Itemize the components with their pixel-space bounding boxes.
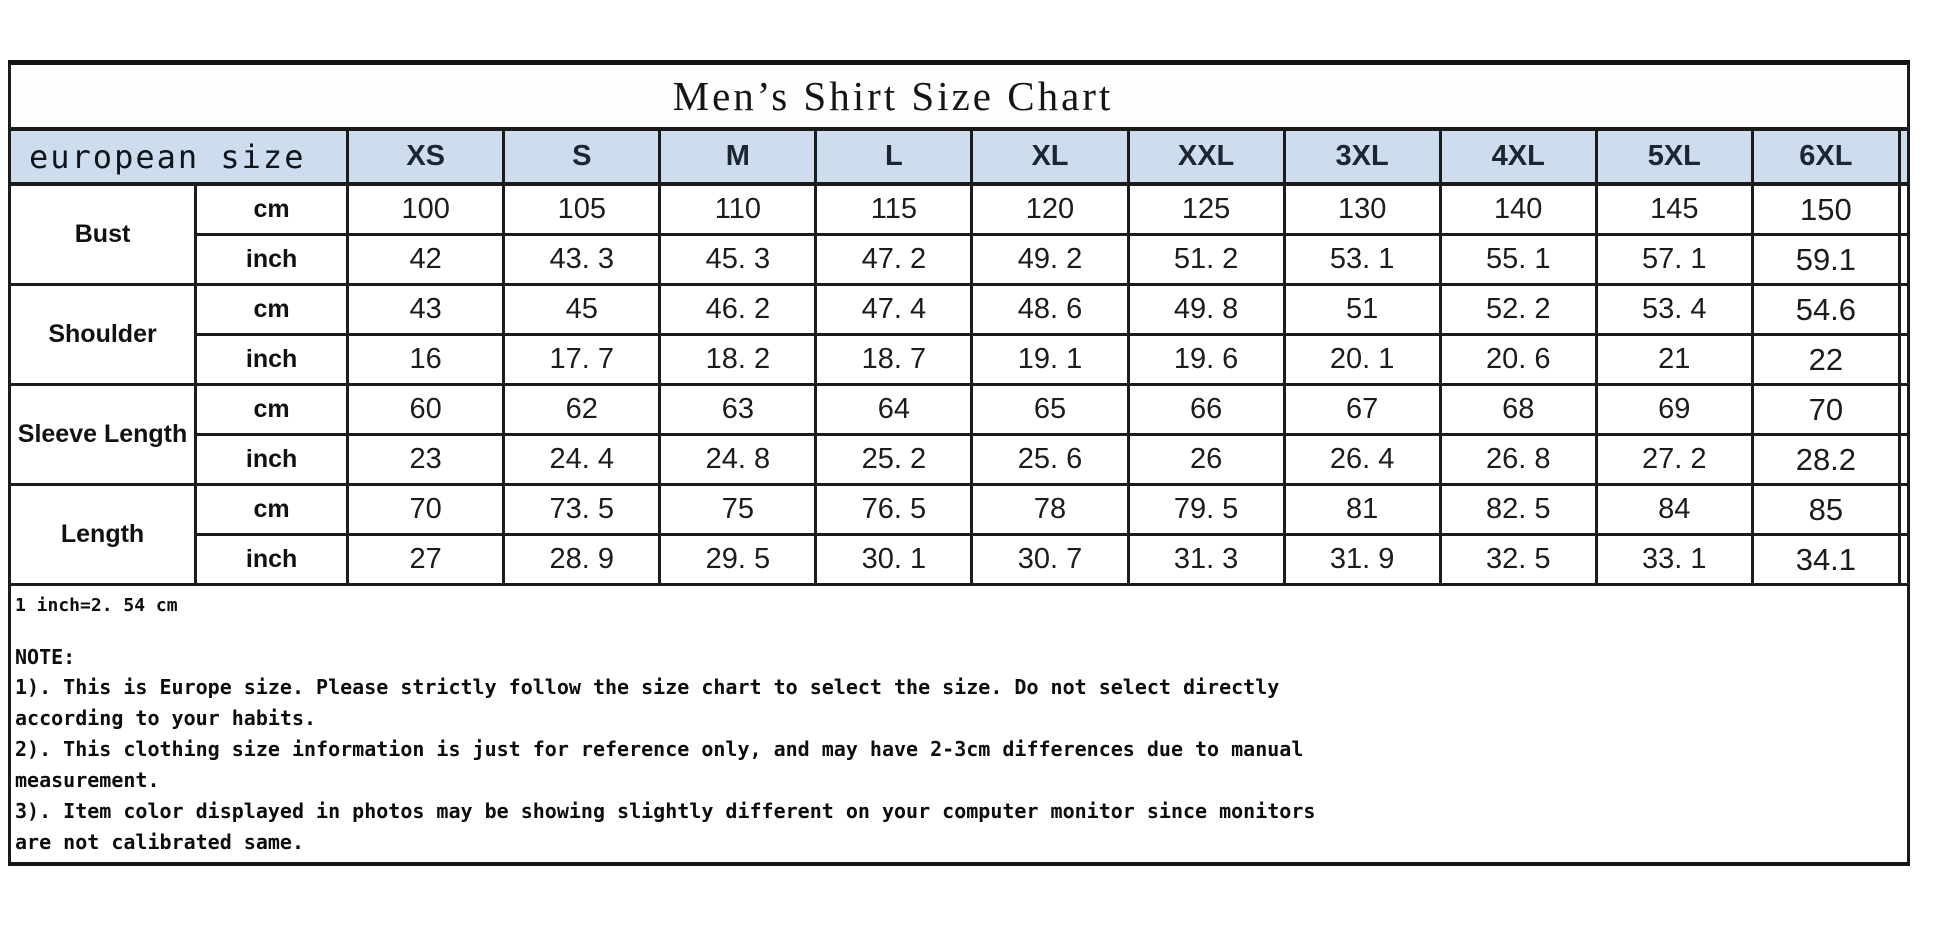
size-value-cell: 19. 6 [1128, 335, 1284, 385]
size-value-cell: 115 [816, 184, 972, 235]
size-value-cell: 48. 6 [972, 285, 1128, 335]
sleeve-cm-row [10, 385, 1909, 435]
size-value-cell: 55. 1 [1440, 235, 1596, 285]
size-value-cell: 22 [1752, 335, 1899, 385]
note-line: according to your habits. [15, 706, 317, 730]
unit-cell-inch: inch [196, 435, 348, 485]
size-value-cell: 18. 2 [660, 335, 816, 385]
size-value-cell: 26 [1128, 435, 1284, 485]
unit-cell-inch: inch [196, 535, 348, 585]
size-value-cell: 43 [348, 285, 504, 335]
title-row [10, 63, 1909, 130]
size-value-cell: 51. 2 [1128, 235, 1284, 285]
unit-cell-cm: cm [196, 184, 348, 235]
row-label-shoulder: Shoulder [10, 285, 196, 385]
note-line: 1). This is Europe size. Please strictly follow the size chart to select the size. Do not select directly [15, 675, 1280, 699]
size-value-cell: 30. 1 [816, 535, 972, 585]
size-column-header-l: L [816, 129, 972, 184]
note-line: are not calibrated same. [15, 830, 304, 854]
size-value-cell: 29. 5 [660, 535, 816, 585]
length-inch-row [10, 535, 1909, 585]
note-line: 3). Item color displayed in photos may be showing slightly different on your computer monitor since monitors [15, 799, 1316, 823]
inch-conversion-note: 1 inch=2. 54 cm [15, 595, 178, 616]
spacer-cell [1899, 385, 1908, 435]
size-value-cell: 65 [972, 385, 1128, 435]
size-value-cell: 79. 5 [1128, 485, 1284, 535]
sleeve-inch-row [10, 435, 1909, 485]
size-column-header-3xl: 3XL [1284, 129, 1440, 184]
size-value-cell: 53. 4 [1596, 285, 1752, 335]
size-value-cell: 49. 2 [972, 235, 1128, 285]
notes-row [10, 585, 1909, 865]
size-value-cell: 145 [1596, 184, 1752, 235]
page-title: Men’s Shirt Size Chart [672, 73, 1114, 119]
shoulder-inch-row [10, 335, 1909, 385]
row-label-length: Length [10, 485, 196, 585]
size-value-cell: 76. 5 [816, 485, 972, 535]
size-value-cell: 31. 3 [1128, 535, 1284, 585]
size-value-cell: 26. 8 [1440, 435, 1596, 485]
size-value-cell: 75 [660, 485, 816, 535]
size-value-cell: 27. 2 [1596, 435, 1752, 485]
size-value-cell: 26. 4 [1284, 435, 1440, 485]
size-value-cell: 85 [1752, 485, 1899, 535]
size-value-cell: 66 [1128, 385, 1284, 435]
size-value-cell: 73. 5 [504, 485, 660, 535]
size-value-cell: 57. 1 [1596, 235, 1752, 285]
size-value-cell: 52. 2 [1440, 285, 1596, 335]
spacer-cell [1899, 184, 1908, 235]
size-value-cell: 84 [1596, 485, 1752, 535]
unit-cell-cm: cm [196, 385, 348, 435]
note-line: 2). This clothing size information is just for reference only, and may have 2-3cm differences due to manual [15, 737, 1304, 761]
size-value-cell: 20. 6 [1440, 335, 1596, 385]
size-value-cell: 16 [348, 335, 504, 385]
size-value-cell: 53. 1 [1284, 235, 1440, 285]
size-value-cell: 24. 8 [660, 435, 816, 485]
note-line: measurement. [15, 768, 160, 792]
spacer-cell [1899, 335, 1908, 385]
note-title: NOTE: [15, 645, 76, 669]
size-value-cell: 20. 1 [1284, 335, 1440, 385]
size-value-cell: 33. 1 [1596, 535, 1752, 585]
size-value-cell: 69 [1596, 385, 1752, 435]
size-value-cell: 18. 7 [816, 335, 972, 385]
size-value-cell: 28.2 [1752, 435, 1899, 485]
size-value-cell: 125 [1128, 184, 1284, 235]
size-value-cell: 21 [1596, 335, 1752, 385]
unit-cell-cm: cm [196, 485, 348, 535]
unit-cell-cm: cm [196, 285, 348, 335]
size-value-cell: 32. 5 [1440, 535, 1596, 585]
size-value-cell: 17. 7 [504, 335, 660, 385]
spacer-cell [1899, 285, 1908, 335]
size-column-header-xxl: XXL [1128, 129, 1284, 184]
size-chart-table [8, 60, 1910, 866]
chart-title-cell [10, 63, 1909, 130]
size-value-cell: 70 [1752, 385, 1899, 435]
size-value-cell: 54.6 [1752, 285, 1899, 335]
size-value-cell: 60 [348, 385, 504, 435]
size-value-cell: 24. 4 [504, 435, 660, 485]
bust-cm-row [10, 184, 1909, 235]
size-value-cell: 46. 2 [660, 285, 816, 335]
size-column-header-xl: XL [972, 129, 1128, 184]
unit-cell-inch: inch [196, 235, 348, 285]
row-label-sleeve-length: Sleeve Length [10, 385, 196, 485]
unit-cell-inch: inch [196, 335, 348, 385]
size-value-cell: 130 [1284, 184, 1440, 235]
size-value-cell: 140 [1440, 184, 1596, 235]
notes-cell [10, 585, 1909, 865]
european-size-header: european size [10, 129, 348, 184]
spacer-cell [1899, 235, 1908, 285]
size-value-cell: 19. 1 [972, 335, 1128, 385]
spacer-cell [1899, 485, 1908, 535]
size-value-cell: 67 [1284, 385, 1440, 435]
size-value-cell: 45 [504, 285, 660, 335]
shoulder-cm-row [10, 285, 1909, 335]
size-value-cell: 30. 7 [972, 535, 1128, 585]
size-value-cell: 51 [1284, 285, 1440, 335]
spacer-cell [1899, 129, 1908, 184]
size-column-header-xs: XS [348, 129, 504, 184]
size-value-cell: 34.1 [1752, 535, 1899, 585]
size-value-cell: 62 [504, 385, 660, 435]
size-value-cell: 64 [816, 385, 972, 435]
size-value-cell: 120 [972, 184, 1128, 235]
size-value-cell: 43. 3 [504, 235, 660, 285]
size-value-cell: 25. 6 [972, 435, 1128, 485]
size-value-cell: 47. 4 [816, 285, 972, 335]
spacer-cell [1899, 435, 1908, 485]
spacer-cell [1899, 535, 1908, 585]
size-header-row [10, 129, 1909, 184]
size-value-cell: 42 [348, 235, 504, 285]
size-value-cell: 81 [1284, 485, 1440, 535]
size-value-cell: 105 [504, 184, 660, 235]
size-value-cell: 63 [660, 385, 816, 435]
size-value-cell: 23 [348, 435, 504, 485]
size-value-cell: 59.1 [1752, 235, 1899, 285]
size-value-cell: 70 [348, 485, 504, 535]
size-value-cell: 28. 9 [504, 535, 660, 585]
size-column-header-m: M [660, 129, 816, 184]
size-value-cell: 31. 9 [1284, 535, 1440, 585]
row-label-bust: Bust [10, 184, 196, 285]
size-column-header-4xl: 4XL [1440, 129, 1596, 184]
size-value-cell: 49. 8 [1128, 285, 1284, 335]
size-value-cell: 110 [660, 184, 816, 235]
length-cm-row [10, 485, 1909, 535]
size-value-cell: 47. 2 [816, 235, 972, 285]
size-column-header-s: S [504, 129, 660, 184]
size-value-cell: 45. 3 [660, 235, 816, 285]
size-value-cell: 27 [348, 535, 504, 585]
size-value-cell: 150 [1752, 184, 1899, 235]
size-column-header-6xl: 6XL [1752, 129, 1899, 184]
size-column-header-5xl: 5XL [1596, 129, 1752, 184]
size-value-cell: 25. 2 [816, 435, 972, 485]
size-value-cell: 100 [348, 184, 504, 235]
size-value-cell: 78 [972, 485, 1128, 535]
size-value-cell: 68 [1440, 385, 1596, 435]
bust-inch-row [10, 235, 1909, 285]
size-value-cell: 82. 5 [1440, 485, 1596, 535]
